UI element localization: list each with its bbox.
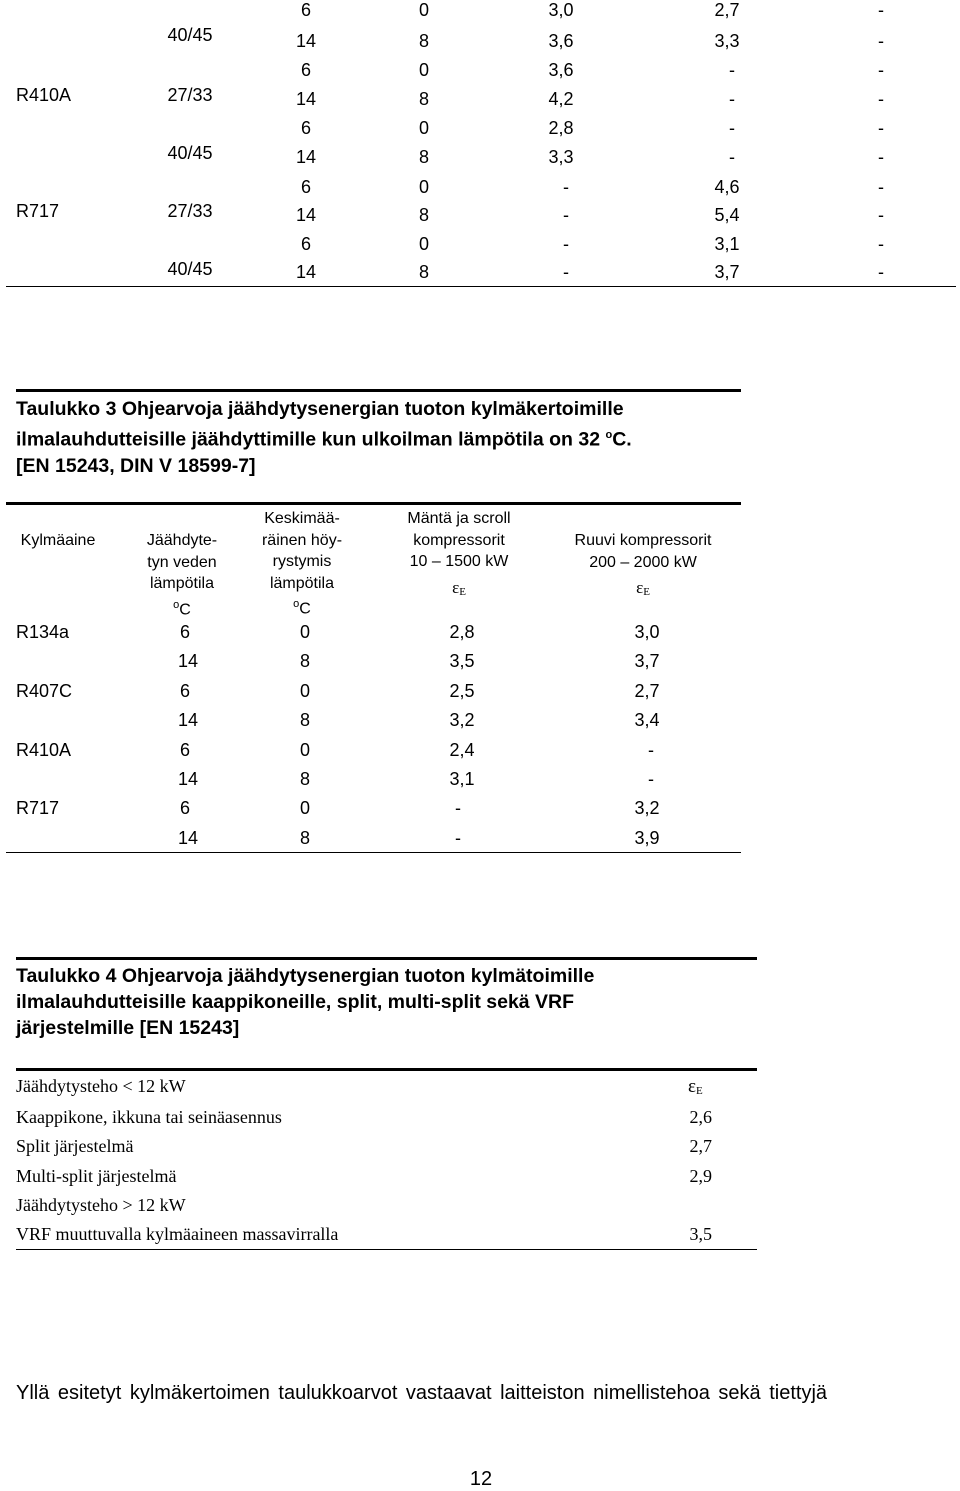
table-cell: 6	[179, 681, 191, 701]
refrigerant-cell: R410A	[16, 85, 72, 105]
table-cell: 8	[299, 828, 311, 848]
water-temp-cell: 40/45	[167, 259, 213, 279]
epsilon-symbol	[688, 1076, 703, 1098]
table4-row-label: Multi-split järjestelmä	[16, 1166, 177, 1186]
refrigerant-cell: R717	[16, 798, 60, 818]
header-text: 10 – 1500 kW	[409, 553, 509, 570]
table-cell: 3,0	[634, 622, 660, 642]
table-cell: 2,7	[634, 681, 660, 701]
table-cell: 6	[300, 60, 312, 80]
refrigerant-cell: R134a	[16, 622, 70, 642]
table-cell: 14	[177, 710, 199, 730]
table-cell: 0	[418, 118, 430, 138]
table-cell: -	[878, 0, 884, 20]
unit-text: C	[179, 600, 191, 618]
epsilon-symbol	[575, 577, 712, 604]
table-cell: 14	[177, 651, 199, 671]
header-text: Keskimää-	[264, 510, 340, 527]
header-text: kompressorit	[413, 531, 505, 549]
epsilon-text: ε	[636, 578, 644, 597]
table-cell: 0	[418, 60, 430, 80]
table-cell: 8	[418, 31, 430, 51]
water-temp-cell: 40/45	[167, 25, 213, 45]
table3-caption	[16, 396, 756, 479]
header-screw	[575, 530, 712, 604]
table-cell: 8	[299, 769, 311, 789]
table-cell: 6	[300, 234, 312, 254]
epsilon-symbol	[407, 577, 510, 604]
epsilon-sub: E	[643, 586, 650, 598]
table-cell: -	[563, 205, 569, 225]
table4-row-value: 2,6	[689, 1107, 712, 1127]
header-text: tyn veden	[147, 553, 217, 571]
header-text: Jäähdyte-	[146, 532, 218, 549]
table-cell: 0	[299, 740, 311, 760]
caption-line	[16, 422, 756, 453]
table4-header-label: Jäähdytysteho < 12 kW	[16, 1076, 186, 1096]
table-cell: 8	[418, 205, 430, 225]
table-cell: 14	[295, 262, 317, 282]
table-cell: 0	[299, 681, 311, 701]
table-cell: 2,7	[714, 0, 740, 20]
table-cell: -	[878, 147, 884, 167]
epsilon-sub: E	[459, 585, 466, 598]
header-text: lämpötila	[269, 574, 335, 592]
header-text: Mäntä ja scroll	[407, 510, 511, 527]
table-cell: -	[878, 205, 884, 225]
table-cell: -	[648, 769, 654, 789]
degree-sup: o	[293, 598, 300, 610]
table-cell: 3,2	[634, 798, 660, 818]
table-cell: 3,7	[714, 262, 740, 282]
table-cell: 6	[179, 740, 191, 760]
header-text: rystymis	[272, 553, 332, 570]
header-water-temp	[147, 530, 217, 620]
table-cell: 14	[295, 205, 317, 225]
table4-row-value: 2,9	[689, 1166, 712, 1186]
degree-sup: o	[173, 598, 180, 611]
table-cell: -	[729, 118, 735, 138]
table-cell: 2,8	[449, 622, 475, 642]
table-cell: -	[455, 828, 461, 848]
table-cell: 5,4	[714, 205, 740, 225]
header-unit	[147, 595, 217, 621]
caption-top-rule	[16, 389, 741, 392]
header-unit	[262, 594, 342, 620]
refrigerant-cell: R717	[16, 201, 60, 221]
caption-text: C.	[612, 428, 632, 451]
table-cell: 3,3	[548, 147, 574, 167]
unit-text: C	[299, 600, 311, 618]
table4-row-label: VRF muuttuvalla kylmäaineen massavirralla	[16, 1224, 339, 1244]
table-cell: -	[878, 177, 884, 197]
table4-bottom-rule	[16, 1249, 757, 1250]
table-cell: 3,7	[634, 651, 660, 671]
degree-sup: o	[605, 429, 613, 441]
table-cell: 3,5	[449, 651, 475, 671]
table4-row-label: Jäähdytysteho > 12 kW	[16, 1195, 186, 1215]
caption-line: järjestelmille [EN 15243]	[16, 1017, 240, 1039]
page-number: 12	[469, 1468, 493, 1490]
header-evaporation-temp	[262, 508, 342, 620]
table-cell: 2,4	[449, 740, 475, 760]
table-cell: 6	[179, 622, 191, 642]
table-cell: 0	[299, 622, 311, 642]
table-cell: -	[878, 118, 884, 138]
table3-top-rule	[6, 502, 741, 505]
body-text: Yllä esitetyt kylmäkertoimen taulukkoarvot vastaavat laitteiston nimellistehoa sekä tiettyjä	[16, 1382, 828, 1404]
table-cell: 6	[300, 118, 312, 138]
header-text: Ruuvi kompressorit	[574, 532, 712, 549]
table-cell: 4,6	[714, 177, 740, 197]
table-cell: 0	[299, 798, 311, 818]
table-cell: 14	[177, 828, 199, 848]
header-refrigerant	[21, 530, 96, 552]
table4-top-rule	[16, 1068, 757, 1071]
caption-text: ilmalauhdutteisille jäähdyttimille kun ulkoilman lämpötila on 32	[16, 428, 606, 451]
table-cell: 14	[177, 769, 199, 789]
table-cell: 14	[295, 147, 317, 167]
table-cell: -	[648, 740, 654, 760]
table-cell: 4,2	[548, 89, 574, 109]
header-text: 200 – 2000 kW	[589, 553, 697, 571]
table-cell: -	[563, 234, 569, 254]
caption-top-rule	[16, 957, 757, 960]
table-cell: -	[563, 177, 569, 197]
caption-line: [EN 15243, DIN V 18599-7]	[16, 454, 256, 477]
table-cell: -	[729, 89, 735, 109]
table-cell: 0	[418, 0, 430, 20]
caption-line: Taulukko 3 Ohjearvoja jäähdytysenergian tuoton kylmäkertoimille	[16, 398, 624, 420]
table-cell: 14	[295, 31, 317, 51]
caption-line: ilmalauhdutteisille kaappikoneille, split, multi-split sekä VRF	[16, 991, 575, 1013]
table-cell: 6	[300, 0, 312, 20]
table4-row-label: Split järjestelmä	[16, 1136, 134, 1156]
table-cell: 8	[418, 262, 430, 282]
epsilon-text: ε	[452, 577, 460, 597]
table4-row-value: 2,7	[689, 1136, 712, 1156]
table-cell: 14	[295, 89, 317, 109]
table-cell: 3,9	[634, 828, 660, 848]
header-text: Kylmäaine	[20, 532, 96, 549]
table-cell: 6	[179, 798, 191, 818]
table-cell: 2,5	[449, 681, 475, 701]
header-text: lämpötila	[149, 575, 215, 592]
table-cell: -	[878, 89, 884, 109]
table-cell: 8	[299, 651, 311, 671]
refrigerant-cell: R410A	[16, 740, 72, 760]
table-cell: -	[729, 147, 735, 167]
caption-line: Taulukko 4 Ohjearvoja jäähdytysenergian tuoton kylmätoimille	[16, 965, 595, 987]
table-cell: 3,1	[714, 234, 740, 254]
header-text: räinen höy-	[261, 531, 343, 549]
table-cell: -	[878, 262, 884, 282]
table-cell: -	[455, 798, 461, 818]
table4-row-value: 3,5	[689, 1224, 712, 1244]
epsilon-sub: E	[695, 1085, 703, 1097]
table-cell: -	[563, 262, 569, 282]
table-cell: 2,8	[548, 118, 574, 138]
table-cell: 8	[418, 89, 430, 109]
table-cell: 0	[418, 234, 430, 254]
table-cell: 6	[300, 177, 312, 197]
table-cell: -	[878, 31, 884, 51]
table-cell: 0	[418, 177, 430, 197]
header-piston-scroll	[407, 508, 510, 603]
water-temp-cell: 27/33	[167, 85, 213, 105]
table-cell: 8	[418, 147, 430, 167]
table-cell: 3,4	[634, 710, 660, 730]
table-cell: 3,6	[548, 60, 574, 80]
table-cell: -	[729, 60, 735, 80]
table-cell: 8	[299, 710, 311, 730]
table-cell: 3,0	[548, 0, 574, 20]
table-cell: 3,6	[548, 31, 574, 51]
table-cell: -	[878, 234, 884, 254]
table4-caption	[16, 963, 761, 1041]
refrigerant-cell: R407C	[16, 681, 73, 701]
epsilon-text: ε	[688, 1076, 696, 1097]
table-cell: -	[878, 60, 884, 80]
table4-row-label: Kaappikone, ikkuna tai seinäasennus	[16, 1107, 282, 1127]
table-cell: 3,1	[449, 769, 475, 789]
table-bottom-rule	[6, 286, 956, 287]
water-temp-cell: 27/33	[167, 201, 213, 221]
water-temp-cell: 40/45	[167, 143, 213, 163]
table-cell: 3,2	[449, 710, 475, 730]
table-cell: 3,3	[714, 31, 740, 51]
table3-bottom-rule	[6, 852, 741, 853]
